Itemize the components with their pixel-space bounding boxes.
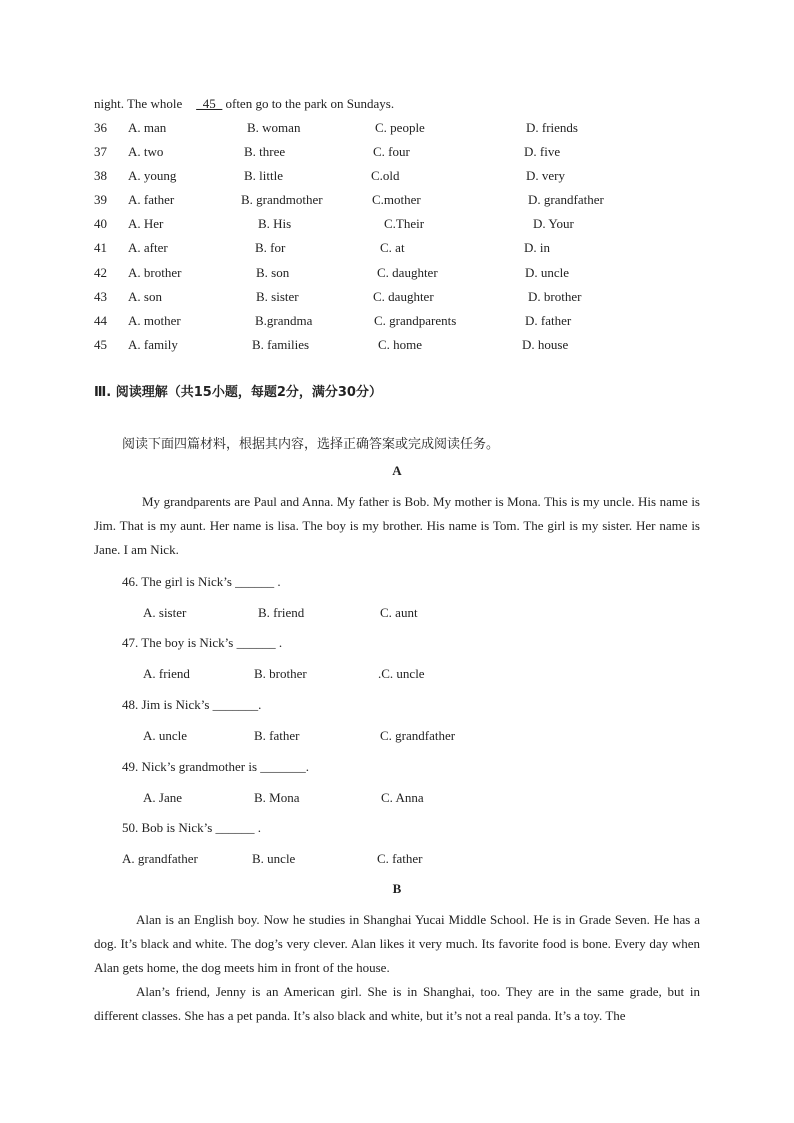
option-d: D. uncle [525, 265, 570, 280]
option-c: C. grandfather [380, 728, 456, 743]
option-d: D. five [524, 144, 561, 159]
option-b: B. families [252, 337, 310, 352]
option-c: C.old [371, 168, 400, 183]
question-stem: 47. The boy is Nick’s ______ . [122, 635, 283, 650]
question-number: 40 [94, 216, 107, 231]
option-a: A. mother [128, 313, 181, 328]
question-number: 41 [94, 240, 107, 255]
option-b: B. grandmother [241, 192, 323, 207]
question-number: 38 [94, 168, 107, 183]
option-a: A. man [128, 120, 167, 135]
blank-45: _45_ [196, 96, 223, 111]
question-stem: 48. Jim is Nick’s _______. [122, 697, 262, 712]
option-b: B. sister [256, 289, 299, 304]
option-c: C. daughter [377, 265, 438, 280]
intro-text-after: often go to the park on Sundays. [222, 96, 395, 111]
option-c: C. people [375, 120, 425, 135]
option-b: B. son [256, 265, 290, 280]
option-b: B. His [258, 216, 292, 231]
option-c: C. daughter [373, 289, 434, 304]
option-d: D. friends [526, 120, 578, 135]
option-d: D. house [522, 337, 569, 352]
option-a: A. son [128, 289, 162, 304]
option-d: D. grandfather [528, 192, 604, 207]
option-c: C. grandparents [374, 313, 457, 328]
question-number: 37 [94, 144, 107, 159]
option-c: C. Anna [381, 790, 424, 805]
option-a: A. sister [143, 605, 187, 620]
option-b: B. friend [258, 605, 305, 620]
option-a: A. after [128, 240, 168, 255]
option-a: A. uncle [143, 728, 188, 743]
option-d: D. father [525, 313, 572, 328]
option-a: A. young [128, 168, 177, 183]
section-heading: Ⅲ. 阅读理解（共15小题，每题2分，满分30分） [94, 385, 382, 400]
option-b: B. little [244, 168, 283, 183]
question-number: 39 [94, 192, 107, 207]
option-c: C. father [377, 851, 423, 866]
passage-b-paragraph-1 [94, 908, 700, 980]
passage-b-body-1: Alan is an English boy. Now he studies in Shanghai Yucai Middle School. He is in Grade Seven. He has a dog. It’s black and white. The dog’s very clever. Alan likes it very much. Its favorite food is bone. Every day when Alan gets home, the dog meets him in front of the house. [94, 912, 700, 975]
option-a: A. Jane [143, 790, 182, 805]
option-c: C.mother [372, 192, 421, 207]
question-number: 36 [94, 120, 107, 135]
option-a: A. two [128, 144, 164, 159]
option-a: A. father [128, 192, 175, 207]
option-a: A. grandfather [122, 851, 198, 866]
intro-text: night. The whole [94, 96, 183, 111]
option-a: A. family [128, 337, 178, 352]
question-stem: 46. The girl is Nick’s ______ . [122, 574, 281, 589]
option-a: A. Her [128, 216, 164, 231]
option-c: .C. uncle [378, 666, 425, 681]
option-d: D. very [526, 168, 565, 183]
option-b: B. brother [254, 666, 307, 681]
intro-line [94, 96, 394, 112]
option-d: D. brother [528, 289, 582, 304]
option-d: D. Your [533, 216, 574, 231]
passage-a-text [94, 490, 700, 562]
option-c: C. aunt [380, 605, 418, 620]
question-number: 43 [94, 289, 107, 304]
question-number: 42 [94, 265, 107, 280]
option-b: B.grandma [255, 313, 313, 328]
section-instruction: 阅读下面四篇材料，根据其内容，选择正确答案或完成阅读任务。 [122, 437, 500, 452]
passage-b-body-2: Alan’s friend, Jenny is an American girl. She is in Shanghai, too. They are in the same grade, but in different classes. She has a pet panda. It’s also black and white, but it’s not a real panda. It’s a toy. The [94, 984, 700, 1023]
option-b: B. for [255, 240, 286, 255]
passage-b-label: B [392, 881, 402, 896]
option-c: C. four [373, 144, 410, 159]
question-stem: 49. Nick’s grandmother is _______. [122, 759, 310, 774]
question-number: 45 [94, 337, 107, 352]
question-stem: 50. Bob is Nick’s ______ . [122, 820, 262, 835]
passage-b-paragraph-2 [94, 980, 700, 1028]
option-c: C. home [378, 337, 423, 352]
option-a: A. friend [143, 666, 190, 681]
passage-a-label: A [392, 463, 402, 478]
option-b: B. uncle [252, 851, 296, 866]
option-b: B. Mona [254, 790, 300, 805]
passage-a-body: My grandparents are Paul and Anna. My father is Bob. My mother is Mona. This is my uncle. His name is Jim. That is my aunt. Her name is lisa. The boy is my brother. His name is Tom. The girl is my sister. Her name is Jane. I am Nick. [94, 494, 700, 557]
option-b: B. three [244, 144, 286, 159]
option-c: C. at [380, 240, 405, 255]
question-number: 44 [94, 313, 107, 328]
option-a: A. brother [128, 265, 182, 280]
option-d: D. in [524, 240, 550, 255]
option-c: C.Their [384, 216, 425, 231]
option-b: B. woman [247, 120, 301, 135]
option-b: B. father [254, 728, 300, 743]
